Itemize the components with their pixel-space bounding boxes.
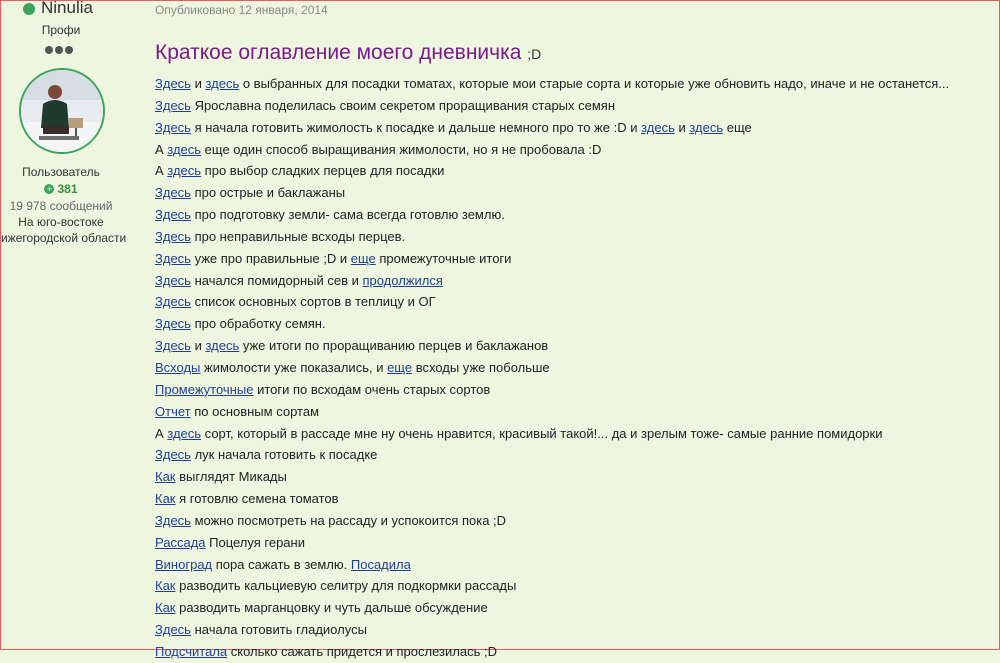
post-line	[155, 160, 1000, 182]
post-text: я готовлю семена томатов	[175, 491, 339, 507]
post-line	[155, 270, 1000, 292]
rank-dots-icon	[45, 41, 75, 51]
post-text: выглядят Микады	[175, 469, 287, 485]
post-line	[155, 575, 1000, 597]
post-title-smile: ;D	[527, 46, 542, 62]
post-text: промежуточные итоги	[375, 250, 512, 266]
post-link[interactable]: Здесь	[155, 228, 191, 244]
post-link[interactable]: Здесь	[155, 185, 191, 201]
post-text: пора сажать в землю.	[212, 556, 351, 572]
post-link[interactable]: Как	[155, 469, 176, 485]
post-text: уже итоги по проращиванию перцев и баклажанов	[239, 338, 549, 354]
post-text: А	[155, 141, 168, 157]
post-link[interactable]: Как	[155, 491, 176, 507]
post-link[interactable]: Здесь	[155, 294, 191, 310]
post-link[interactable]: Здесь	[155, 338, 191, 354]
author-location-line1: На юго-востоке	[18, 215, 104, 229]
post-line	[155, 488, 1000, 510]
post-link[interactable]: здесь	[205, 338, 240, 354]
post-line	[155, 510, 1000, 532]
post-link[interactable]: Здесь	[155, 447, 191, 463]
post-text: я начала готовить жимолость к посадке и дальше немного про то же :D и	[190, 119, 642, 135]
post-lines	[155, 73, 1000, 663]
post-line	[155, 532, 1000, 554]
post-line	[155, 95, 1000, 117]
post-link[interactable]: здесь	[167, 141, 202, 157]
post-link[interactable]: Подсчитала	[155, 643, 228, 659]
post-line	[155, 597, 1000, 619]
author-points-row	[1, 182, 121, 196]
post-line	[155, 379, 1000, 401]
post-text: А	[155, 425, 168, 441]
post-line	[155, 313, 1000, 335]
post-line	[155, 204, 1000, 226]
post-link[interactable]: Здесь	[155, 207, 191, 223]
post-published-date: Опубликовано 12 января, 2014	[155, 3, 328, 17]
post-text: еще один способ выращивания жимолости, но я не пробовала :D	[201, 141, 602, 157]
post-text: А	[155, 163, 168, 179]
post-title-text: Краткое оглавление моего дневничка	[155, 41, 522, 64]
plus-circle-icon: +	[44, 184, 54, 194]
post-link[interactable]: продолжился	[362, 272, 443, 288]
post-text: о выбранных для посадки томатах, которые мои старые сорта и которые уже обновить надо, иначе и не останется...	[239, 76, 950, 91]
post-link[interactable]: здесь	[167, 425, 202, 441]
author-points: 381	[57, 182, 78, 196]
post-link[interactable]: Здесь	[155, 119, 191, 135]
author-sidebar	[1, 1, 131, 651]
author-location-line2: ижегородской области	[1, 231, 127, 245]
post-text: сколько сажать придется и прослезилась ;D	[227, 643, 497, 659]
post-text: список основных сортов в теплицу и ОГ	[190, 294, 436, 310]
post-link[interactable]: Промежуточные	[155, 381, 254, 397]
post-text: начала готовить гладиолусы	[190, 622, 367, 638]
post-link[interactable]: Здесь	[155, 250, 191, 266]
post-line	[155, 423, 1000, 445]
post-text: про неправильные всходы перцев.	[190, 228, 406, 244]
post-text: уже про правильные ;D и	[190, 250, 351, 266]
post-text: про острые и баклажаны	[190, 185, 346, 201]
post-link[interactable]: Посадила	[350, 556, 411, 572]
post-link[interactable]: Здесь	[155, 76, 191, 91]
post-line	[155, 335, 1000, 357]
post-link[interactable]: Здесь	[155, 316, 191, 332]
post-line	[155, 641, 1000, 663]
post-line	[155, 73, 1000, 95]
online-status-icon	[23, 3, 35, 15]
avatar[interactable]	[19, 68, 105, 154]
post-link[interactable]: здесь	[205, 76, 240, 91]
post-text: Поцелуя герани	[205, 534, 305, 550]
post-text: про обработку семян.	[190, 316, 326, 332]
post-text: и	[674, 119, 690, 135]
author-rank: Профи	[41, 23, 81, 37]
post-link[interactable]: Как	[155, 600, 176, 616]
post-line	[155, 357, 1000, 379]
post-line	[155, 139, 1000, 161]
post-line	[155, 248, 1000, 270]
post-line	[155, 291, 1000, 313]
post-link[interactable]: Здесь	[155, 622, 191, 638]
post-text: и	[190, 338, 206, 354]
post-line	[155, 117, 1000, 139]
post-link[interactable]: Здесь	[155, 512, 191, 528]
post-text: про подготовку земли- сама всегда готовлю землю.	[190, 207, 505, 223]
post-link[interactable]: еще	[387, 359, 413, 375]
post-text: лук начала готовить к посадке	[190, 447, 378, 463]
post-text: разводить марганцовку и чуть дальше обсуждение	[175, 600, 488, 616]
post-text: сорт, который в рассаде мне ну очень нравится, красивый такой!... да и зрелым тоже- самые ранние помидорки	[201, 425, 883, 441]
post-text: и	[190, 76, 206, 91]
post-text: жимолости уже показались, и	[200, 359, 388, 375]
post-link[interactable]: Здесь	[155, 272, 191, 288]
post-text: можно посмотреть на рассаду и успокоится пока ;D	[190, 512, 507, 528]
post-link[interactable]: здесь	[689, 119, 724, 135]
post-text: еще	[723, 119, 752, 135]
avatar-photo-icon	[21, 70, 103, 152]
post-link[interactable]: здесь	[167, 163, 202, 179]
author-username[interactable]: Ninulia	[41, 0, 93, 17]
post-line	[155, 619, 1000, 641]
post-link[interactable]: здесь	[641, 119, 675, 135]
post-text: всходы уже побольше	[412, 359, 550, 375]
post-text: про выбор сладких перцев для посадки	[201, 163, 445, 179]
post-text: итоги по всходам очень старых сортов	[253, 381, 491, 397]
post-text: Ярославна поделилась своим секретом проращивания старых семян	[190, 97, 616, 113]
post-line	[155, 226, 1000, 248]
post-link[interactable]: Как	[155, 578, 176, 594]
post-title	[155, 41, 541, 65]
post-link[interactable]: Рассада	[155, 534, 206, 550]
author-role: Пользователь	[22, 165, 100, 179]
post-line	[155, 554, 1000, 576]
post-text: разводить кальциевую селитру для подкормки рассады	[175, 578, 517, 594]
post-text: начался помидорный сев и	[190, 272, 363, 288]
post-link[interactable]: еще	[350, 250, 376, 266]
post-link[interactable]: Отчет	[155, 403, 191, 419]
author-messages[interactable]: 19 978 сообщений	[9, 199, 113, 213]
post-line	[155, 401, 1000, 423]
post-link[interactable]: Здесь	[155, 97, 191, 113]
post-line	[155, 466, 1000, 488]
post-line	[155, 444, 1000, 466]
post-link[interactable]: Виноград	[155, 556, 213, 572]
post-text: по основным сортам	[190, 403, 320, 419]
post-line	[155, 182, 1000, 204]
post-link[interactable]: Всходы	[155, 359, 201, 375]
